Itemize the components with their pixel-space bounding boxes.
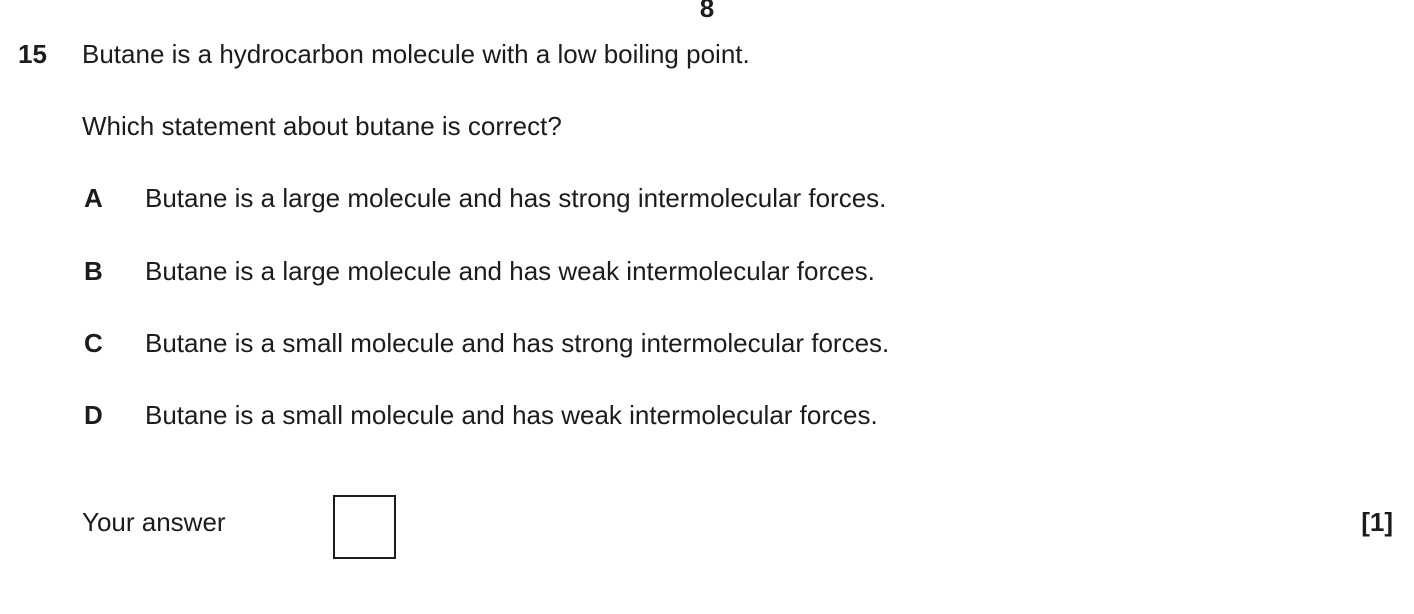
page-number: 8 <box>699 0 715 23</box>
your-answer-label: Your answer <box>82 507 226 537</box>
option-b-text: Butane is a large molecule and has weak intermolecular forces. <box>145 256 875 286</box>
option-d-text: Butane is a small molecule and has weak intermolecular forces. <box>145 400 878 430</box>
answer-box[interactable] <box>333 495 396 559</box>
option-a-text: Butane is a large molecule and has strong intermolecular forces. <box>145 183 887 213</box>
option-c-letter: C <box>84 328 103 358</box>
question-prompt: Which statement about butane is correct? <box>82 111 562 141</box>
question-number: 15 <box>18 39 47 69</box>
marks-badge: [1] <box>1361 507 1393 537</box>
option-b-letter: B <box>84 256 103 286</box>
option-d-letter: D <box>84 400 103 430</box>
question-stem: Butane is a hydrocarbon molecule with a low boiling point. <box>82 39 750 69</box>
option-a-letter: A <box>84 183 103 213</box>
option-c-text: Butane is a small molecule and has strong intermolecular forces. <box>145 328 890 358</box>
